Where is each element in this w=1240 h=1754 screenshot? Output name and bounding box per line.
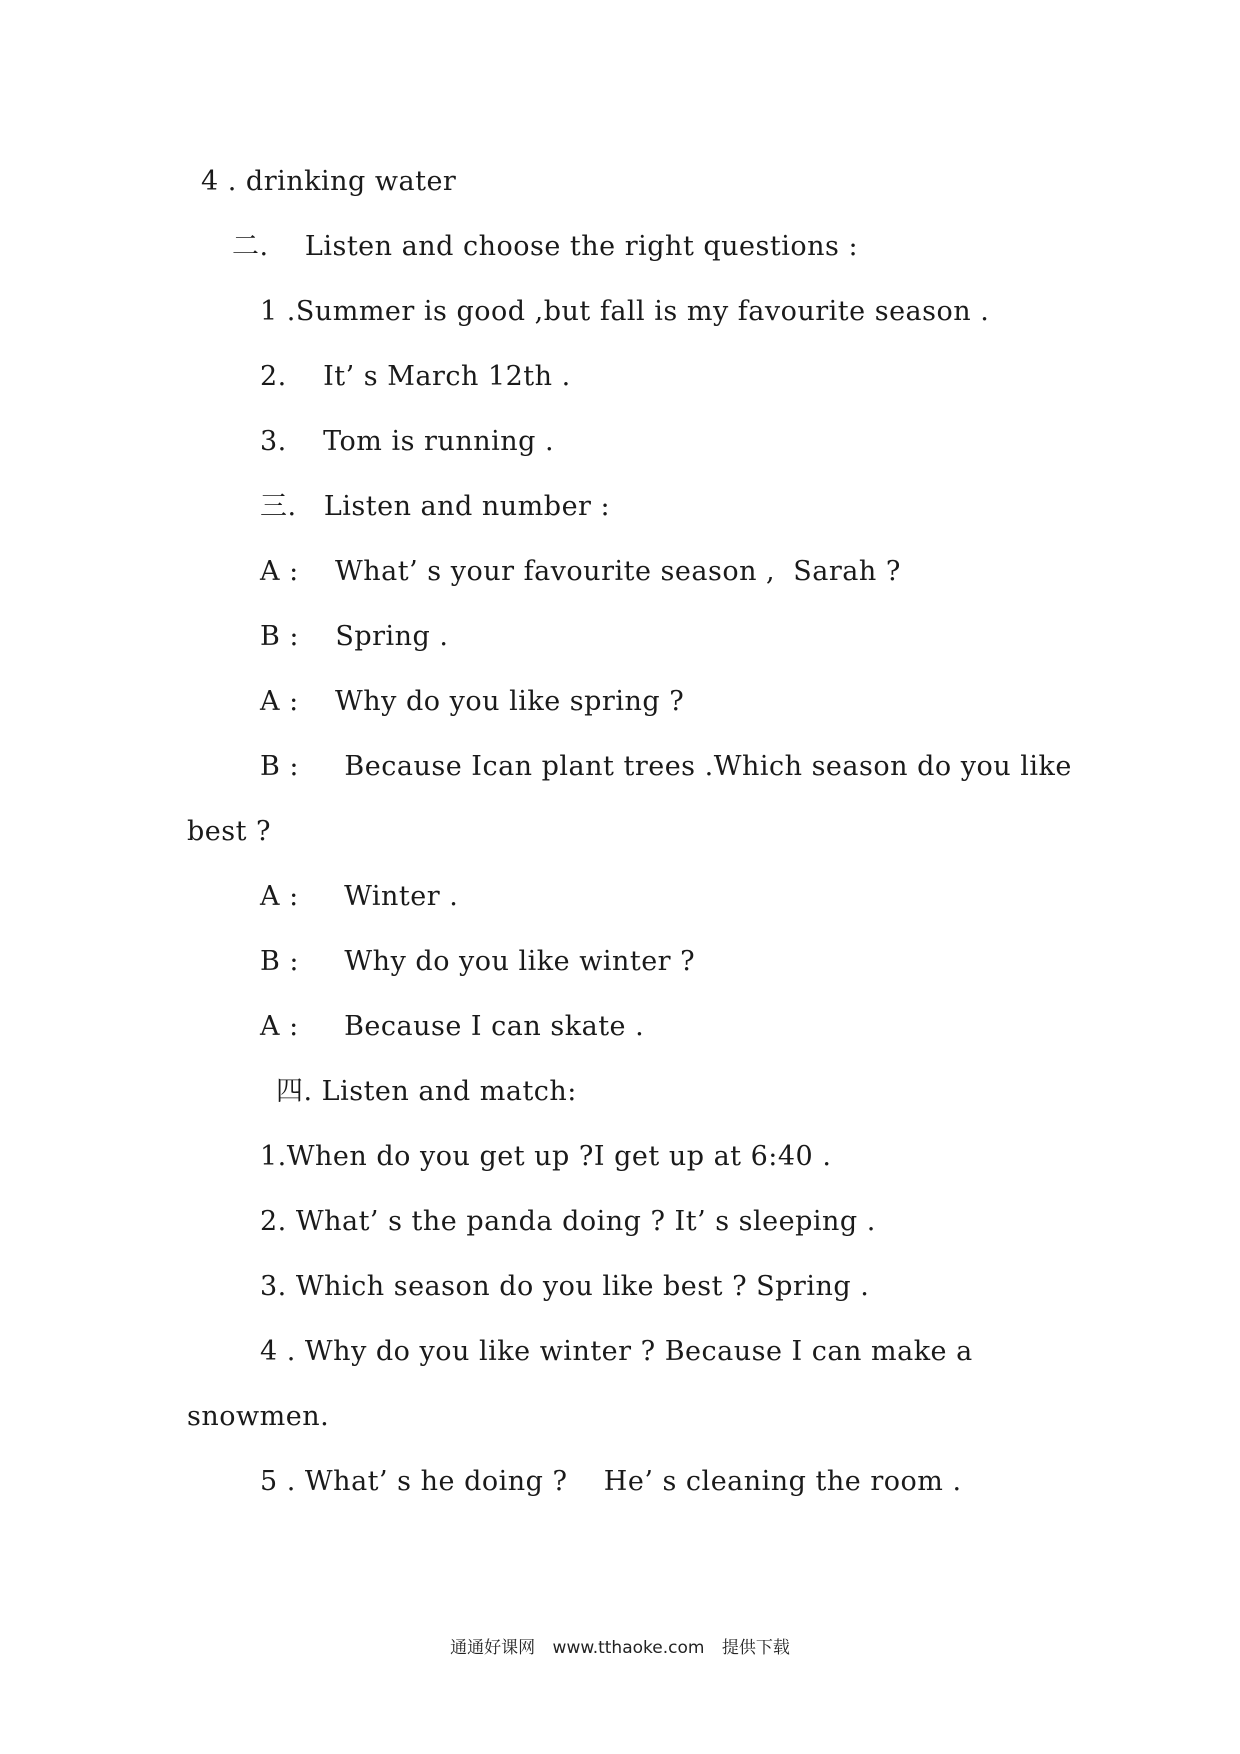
answer-line-drinking-water: 4 . drinking water — [201, 166, 457, 197]
dialogue-line-b3: B : Why do you like winter ? — [260, 946, 696, 977]
page-footer — [0, 1636, 1240, 1660]
section-heading-three: 三. Listen and number : — [260, 491, 611, 522]
section-heading-two: 二. Listen and choose the right questions : — [232, 231, 859, 262]
footer-download-text: 提供下载 — [721, 1638, 790, 1658]
match-line-5: 5 . What’ s he doing ? He’ s cleaning the room . — [260, 1466, 962, 1497]
match-line-3: 3. Which season do you like best ? Spring . — [260, 1271, 870, 1302]
match-line-1: 1.When do you get up ?I get up at 6:40 . — [260, 1141, 832, 1172]
dialogue-line-a1: A : What’ s your favourite season , Sarah ? — [260, 556, 901, 587]
question-line-3: 3. Tom is running . — [260, 426, 555, 457]
match-line-4: 4 . Why do you like winter ? Because I can make a — [260, 1336, 973, 1367]
match-line-2: 2. What’ s the panda doing ? It’ s sleeping . — [260, 1206, 876, 1237]
dialogue-line-b1: B : Spring . — [260, 621, 449, 652]
dialogue-line-b2-continued: best ? — [187, 816, 272, 847]
footer-site-name: 通通好课网 — [450, 1638, 536, 1658]
dialogue-line-a3: A : Winter . — [260, 881, 459, 912]
dialogue-line-b2: B : Because Ican plant trees .Which season do you like — [260, 751, 1072, 782]
question-line-1: 1 .Summer is good ,but fall is my favourite season . — [260, 296, 990, 327]
question-line-2: 2. It’ s March 12th . — [260, 361, 571, 392]
dialogue-line-a2: A : Why do you like spring ? — [260, 686, 685, 717]
footer-url: www.tthaoke.com — [552, 1638, 705, 1658]
dialogue-line-a4: A : Because I can skate . — [260, 1011, 645, 1042]
match-line-4-continued: snowmen. — [187, 1401, 330, 1432]
section-heading-four: 四. Listen and match: — [276, 1076, 577, 1107]
